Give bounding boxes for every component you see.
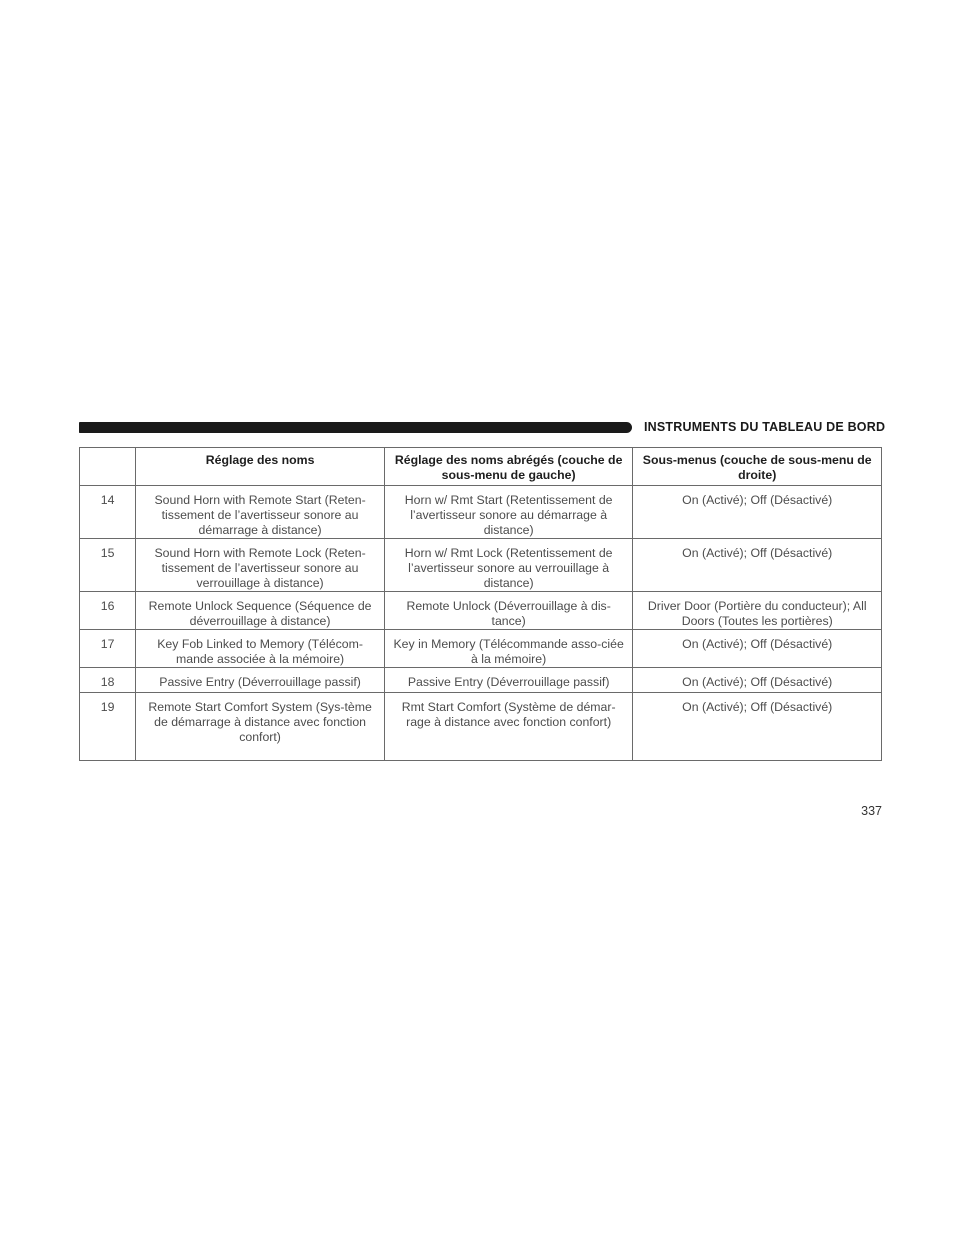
setting-submenu: On (Activé); Off (Désactivé) bbox=[633, 668, 882, 693]
table-row bbox=[80, 668, 882, 693]
table-row bbox=[80, 539, 882, 592]
setting-submenu: On (Activé); Off (Désactivé) bbox=[633, 693, 882, 761]
row-number: 17 bbox=[80, 630, 136, 668]
section-header bbox=[79, 420, 884, 434]
setting-abbreviated-name: Horn w/ Rmt Start (Retentissement de l’avertisseur sonore au démarrage à distance) bbox=[384, 486, 633, 539]
setting-submenu: On (Activé); Off (Désactivé) bbox=[633, 539, 882, 592]
row-number: 16 bbox=[80, 592, 136, 630]
row-number: 15 bbox=[80, 539, 136, 592]
table-row bbox=[80, 693, 882, 761]
setting-name: Sound Horn with Remote Start (Reten-tissement de l’avertisseur sonore au démarrage à distance) bbox=[136, 486, 385, 539]
setting-name: Key Fob Linked to Memory (Télécom-mande associée à la mémoire) bbox=[136, 630, 385, 668]
column-header-submenus: Sous-menus (couche de sous-menu de droite) bbox=[633, 448, 882, 486]
page-number: 337 bbox=[861, 804, 882, 818]
table-row bbox=[80, 486, 882, 539]
setting-abbreviated-name: Key in Memory (Télécommande asso-ciée à la mémoire) bbox=[384, 630, 633, 668]
setting-name: Remote Start Comfort System (Sys-tème de démarrage à distance avec fonction confort) bbox=[136, 693, 385, 761]
setting-name: Remote Unlock Sequence (Séquence de déverrouillage à distance) bbox=[136, 592, 385, 630]
setting-name: Sound Horn with Remote Lock (Reten-tissement de l’avertisseur sonore au verrouillage à distance) bbox=[136, 539, 385, 592]
setting-name: Passive Entry (Déverrouillage passif) bbox=[136, 668, 385, 693]
header-decorative-bar bbox=[79, 422, 632, 433]
setting-submenu: On (Activé); Off (Désactivé) bbox=[633, 486, 882, 539]
setting-abbreviated-name: Remote Unlock (Déverrouillage à dis-tance) bbox=[384, 592, 633, 630]
row-number: 18 bbox=[80, 668, 136, 693]
table-row bbox=[80, 592, 882, 630]
settings-table bbox=[79, 447, 882, 761]
section-title: INSTRUMENTS DU TABLEAU DE BORD bbox=[644, 420, 886, 434]
column-header-abbreviated-name: Réglage des noms abrégés (couche de sous-menu de gauche) bbox=[384, 448, 633, 486]
row-number: 19 bbox=[80, 693, 136, 761]
setting-abbreviated-name: Rmt Start Comfort (Système de démar-rage à distance avec fonction confort) bbox=[384, 693, 633, 761]
column-header-number bbox=[80, 448, 136, 486]
table-row bbox=[80, 630, 882, 668]
row-number: 14 bbox=[80, 486, 136, 539]
table-header-row bbox=[80, 448, 882, 486]
setting-abbreviated-name: Horn w/ Rmt Lock (Retentissement de l’avertisseur sonore au verrouillage à distance) bbox=[384, 539, 633, 592]
column-header-name: Réglage des noms bbox=[136, 448, 385, 486]
setting-abbreviated-name: Passive Entry (Déverrouillage passif) bbox=[384, 668, 633, 693]
setting-submenu: Driver Door (Portière du conducteur); All Doors (Toutes les portières) bbox=[633, 592, 882, 630]
setting-submenu: On (Activé); Off (Désactivé) bbox=[633, 630, 882, 668]
